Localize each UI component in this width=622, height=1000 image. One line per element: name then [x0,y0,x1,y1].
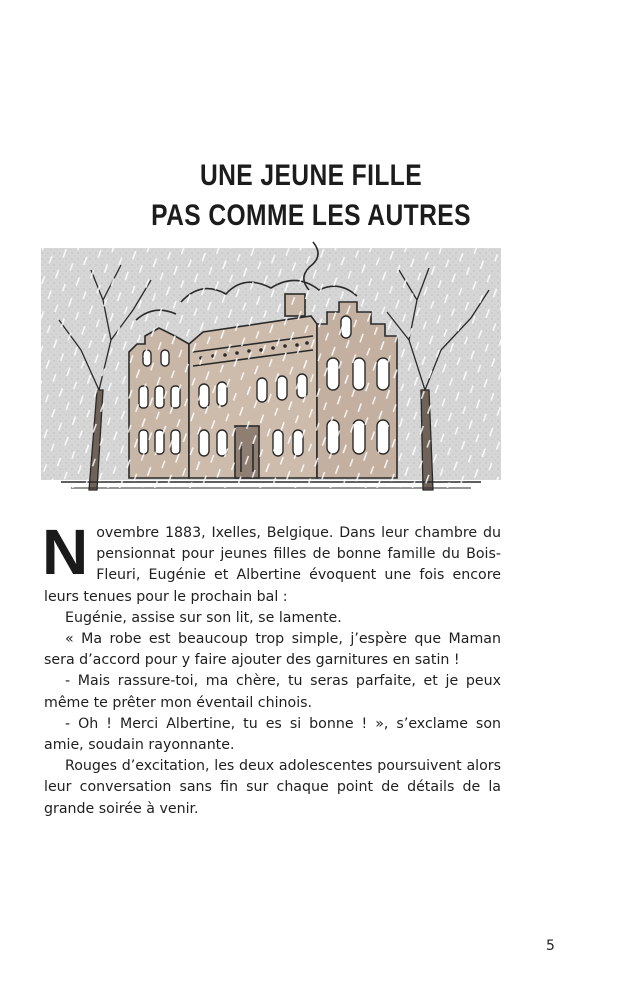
paragraph-2: Eugénie, assise sur son lit, se lamente. [65,609,342,626]
paragraph-1: ovembre 1883, Ixelles, Belgique. Dans leur chambre du pensionnat pour jeunes filles de bonne famille du Bois-Fleuri, Eugénie et Albertine évoquent une fois encore leurs tenues pour le prochain bal : [44,525,501,605]
page-number: 5 [546,938,555,954]
chapter-body [42,516,501,820]
winter-building-illustration [41,240,501,505]
drop-cap: N [42,516,89,588]
paragraph-6: Rouges d’excitation, les deux adolescentes poursuivent alors leur conversation sans fin sur chaque point de détails de la grande soirée à venir. [44,758,501,817]
paragraph-3: « Ma robe est beaucoup trop simple, j’espère que Maman sera d’accord pour y faire ajouter des garnitures en satin ! [44,631,501,669]
paragraph-5: - Oh ! Merci Albertine, tu es si bonne ! », s’exclame son amie, soudain rayonnante. [44,715,501,754]
chapter-title-line-1: UNE JEUNE FILLE [199,159,423,192]
chapter-title [56,156,566,236]
chapter-title-line-2: PAS COMME LES AUTRES [151,199,471,232]
falling-snow [41,248,501,488]
paragraph-4: - Mais rassure-toi, ma chère, tu seras parfaite, et je peux même te prêter mon éventail chinois. [44,673,501,711]
